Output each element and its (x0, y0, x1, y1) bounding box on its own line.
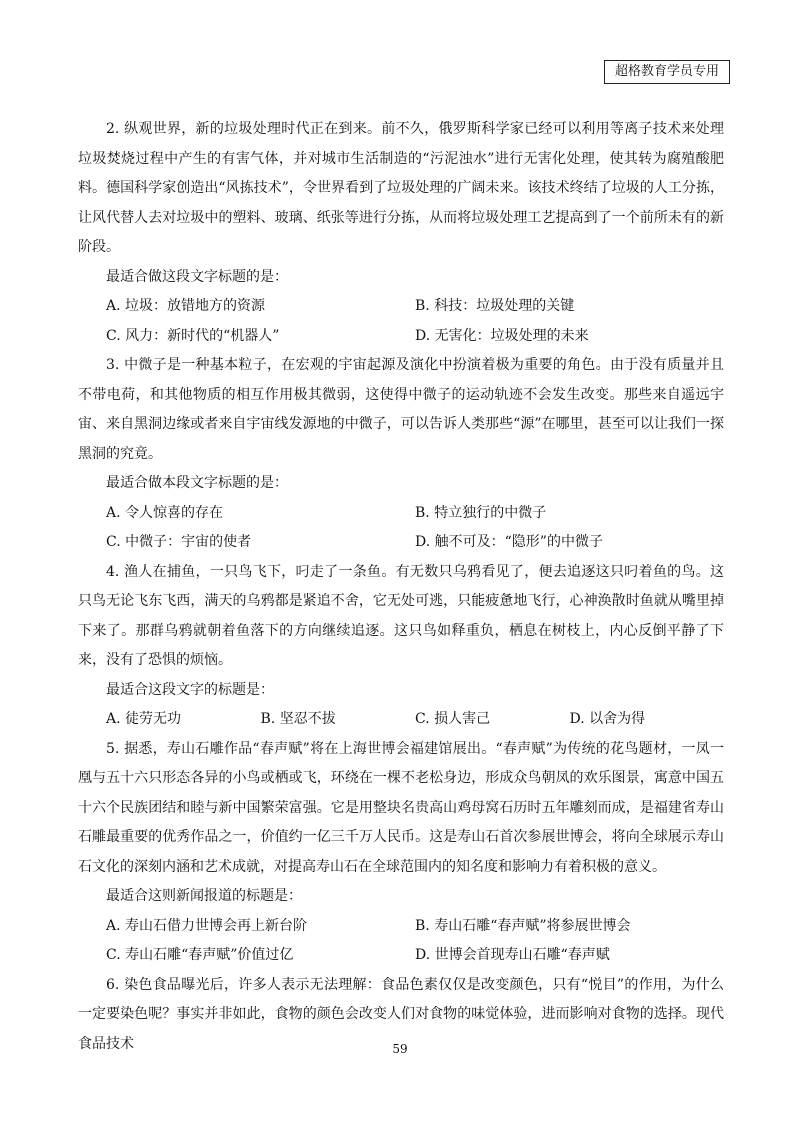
option-c: C. 寿山石雕“春声赋”价值过亿 (106, 947, 294, 963)
header-label: 超格教育学员专用 (604, 60, 730, 84)
question-3-options (78, 499, 724, 558)
question-6-text: 6. 染色食品曝光后，许多人表示无法理解：食品色素仅仅是改变颜色，只有“悦目”的作用，为什么一定要染色呢？事实并非如此，食物的颜色会改变人们对食物的味觉体验，进而影响对食物的选择。现代食品技术 (78, 976, 724, 1052)
question-4-text: 4. 渔人在捕鱼，一只鸟飞下，叼走了一条鱼。有无数只乌鸦看见了，便去追逐这只叼着鱼的鸟。这只鸟无论飞东飞西，满天的乌鸦都是紧追不舍，它无处可逃，只能疲惫地飞行，心神涣散时鱼就从嘴里掉下来了。那群乌鸦就朝着鱼落下的方向继续追逐。这只鸟如释重负，栖息在树枝上，内心反倒平静了下来，没有了恐惧的烦恼。 (78, 563, 724, 668)
option-d: D. 触不可及：“隐形”的中微子 (415, 534, 603, 550)
question-5-options (78, 912, 724, 971)
option-c: C. 风力：新时代的“机器人” (106, 327, 280, 344)
question-2-prompt: 最适合做这段文字标题的是： (106, 268, 288, 285)
question-4-options (78, 705, 724, 735)
question-3-prompt: 最适合做本段文字标题的是： (106, 475, 288, 491)
option-b: B. 科技：垃圾处理的关键 (415, 298, 575, 314)
page-number: 59 (392, 1042, 408, 1056)
option-c: C. 损人害己 (415, 711, 491, 727)
question-2-options (78, 292, 724, 351)
option-d: D. 世博会首现寿山石雕“春声赋 (415, 947, 610, 963)
document-body (78, 115, 724, 1059)
option-b: B. 寿山石雕“春声赋”将参展世博会 (415, 917, 631, 934)
option-b: B. 坚忍不拔 (260, 711, 336, 727)
option-a: A. 寿山石借力世博会再上新台阶 (106, 917, 308, 934)
option-a: A. 垃圾：放错地方的资源 (106, 298, 266, 314)
option-a: A. 徒劳无功 (106, 711, 182, 727)
question-5-prompt: 最适合这则新闻报道的标题是： (106, 888, 302, 904)
option-d: D. 无害化：垃圾处理的未来 (415, 327, 589, 344)
question-5-text: 5. 据悉，寿山石雕作品“春声赋”将在上海世博会福建馆展出。“春声赋”为传统的花鸟题材，一凤一凰与五十六只形态各异的小鸟或栖或飞，环绕在一棵不老松身边，形成众鸟朝凤的欢乐图景，寓意中国五十六个民族团结和睦与新中国繁荣富强。它是用整块名贵高山鸡母窝石历时五年雕刻而成，是福建省寿山石雕最重要的优秀作品之一，价值约一亿三千万人民币。这是寿山石首次参展世博会，将向全球展示寿山石文化的深刻内涵和艺术成就，对提高寿山石在全球范围内的知名度和影响力有着积极的意义。 (78, 740, 724, 875)
question-3-text: 3. 中微子是一种基本粒子，在宏观的宇宙起源及演化中扮演着极为重要的角色。由于没有质量并且不带电荷，和其他物质的相互作用极其微弱，这使得中微子的运动轨迹不会发生改变。那些来自遥远宇宙、来自黑洞边缘或者来自宇宙线发源地的中微子，可以告诉人类那些“源”在哪里，甚至可以让我们一探黑洞的究竟。 (78, 357, 724, 462)
option-a: A. 令人惊喜的存在 (106, 504, 224, 521)
option-c: C. 中微子：宇宙的使者 (106, 534, 252, 550)
question-2-text: 2. 纵观世界，新的垃圾处理时代正在到来。前不久，俄罗斯科学家已经可以利用等离子技术来处理垃圾焚烧过程中产生的有害气体，并对城市生活制造的“污泥浊水”进行无害化处理，使其转为腐殖酸肥料。德国科学家创造出“风拣技术”，令世界看到了垃圾处理的广阔未来。该技术终结了垃圾的人工分拣，让风代替人去对垃圾中的塑料、玻璃、纸张等进行分拣，从而将垃圾处理工艺提高到了一个前所未有的新阶段。 (78, 121, 724, 255)
option-b: B. 特立独行的中微子 (415, 504, 547, 521)
option-d: D. 以舍为得 (569, 711, 646, 727)
question-4-prompt: 最适合这段文字的标题是： (106, 681, 274, 698)
